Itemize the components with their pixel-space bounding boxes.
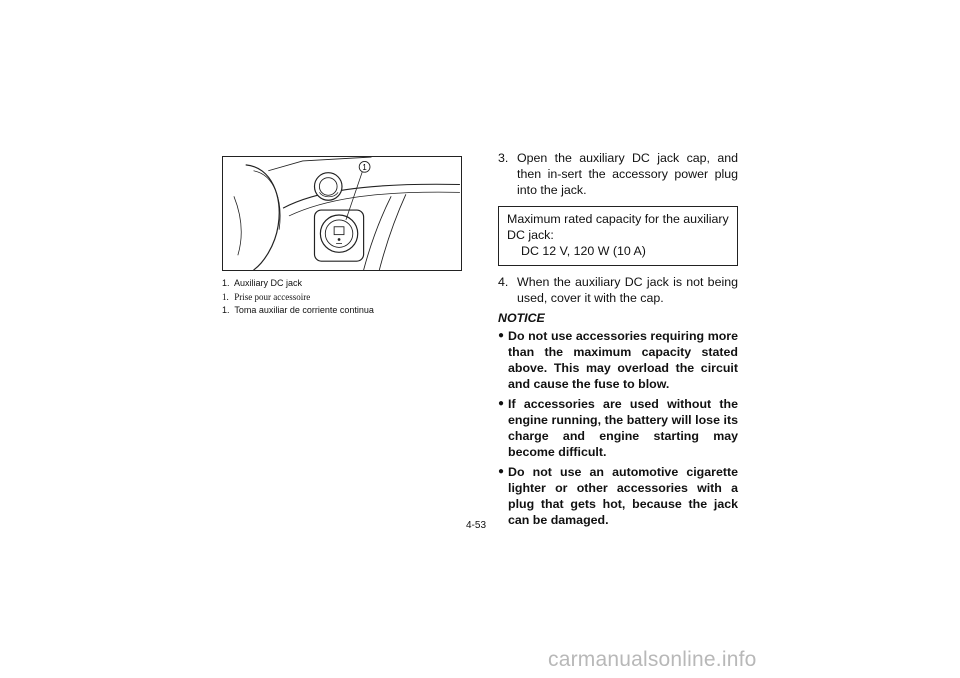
notice-item — [498, 396, 738, 460]
caption-text: Prise pour accessoire — [234, 291, 311, 302]
callout-number: 1 — [362, 162, 367, 172]
spec-label: Maximum rated capacity for the auxiliary DC jack: — [507, 212, 729, 242]
caption-spanish — [222, 304, 472, 316]
notice-text: If accessories are used without the engine running, the battery will lose its charge and engine starting may become difficult. — [508, 397, 738, 459]
spec-box — [498, 206, 738, 266]
bullet-icon: ● — [498, 330, 505, 341]
step-number: 4. — [498, 275, 509, 289]
caption-number: 1. — [222, 305, 230, 315]
caption-number: 1. — [222, 278, 230, 288]
notice-item — [498, 328, 738, 392]
bullet-icon: ● — [498, 466, 505, 477]
watermark-text: carmanualsonline.info — [548, 648, 757, 671]
auxiliary-dc-jack-illustration — [223, 157, 461, 270]
auxiliary-dc-jack-figure — [222, 156, 462, 271]
caption-text: Toma auxiliar de corriente continua — [234, 305, 374, 315]
step-number: 3. — [498, 151, 509, 165]
instructions-column — [498, 150, 738, 532]
notice-item — [498, 464, 738, 528]
page-number: 4-53 — [466, 520, 487, 531]
bullet-icon: ● — [498, 398, 505, 409]
notice-list — [498, 328, 738, 528]
notice-text: Do not use accessories requiring more than the maximum capacity stated above. This may overload the circuit and cause the fuse to blow. — [508, 329, 738, 391]
notice-text: Do not use an automotive cigarette lighter or other accessories with a plug that gets hot, because the jack can be damaged. — [508, 465, 738, 527]
step-4 — [498, 274, 738, 306]
figure-captions — [222, 277, 472, 318]
step-text: Open the auxiliary DC jack cap, and then in-sert the accessory power plug into the jack. — [517, 151, 738, 197]
notice-heading: NOTICE — [498, 311, 545, 325]
caption-french — [222, 291, 472, 303]
step-3 — [498, 150, 738, 198]
caption-text: Auxiliary DC jack — [234, 278, 303, 288]
caption-english — [222, 277, 472, 289]
step-text: When the auxiliary DC jack is not being used, cover it with the cap. — [517, 275, 738, 305]
caption-number: 1. — [222, 291, 229, 302]
spec-value: DC 12 V, 120 W (10 A) — [521, 244, 646, 258]
